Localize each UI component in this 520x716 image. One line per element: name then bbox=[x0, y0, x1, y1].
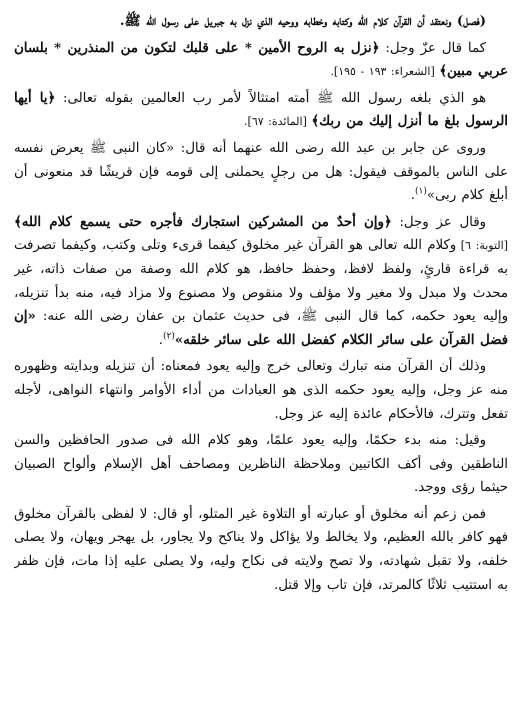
paragraph-ruling bbox=[14, 503, 508, 597]
hadith-quote: «إن فضل القرآن على سائر الكلام كفضل الله على سائر خلقه» bbox=[14, 309, 508, 348]
quran-verse: ﴿نزل به الروح الأمين * على قلبك لتكون من المنذرين * بلسان عربي مبين﴾ bbox=[14, 40, 508, 80]
quran-verse: ﴿يا أيها الرسول بلغ ما أنزل إليك من ربك﴾ bbox=[14, 90, 508, 130]
paragraph-quran-shuara bbox=[14, 37, 508, 84]
paragraph-qila bbox=[14, 429, 508, 500]
paragraph-kalam-allah bbox=[14, 211, 508, 353]
intro-text: كما قال عزّ وجل: bbox=[379, 40, 486, 56]
punctuation: . bbox=[158, 332, 163, 348]
body-text: وذلك أن القرآن منه تبارك وتعالى خرج وإليه يعود فمعناه: أن تنزيله وبدايته وظهوره منه عز وجل، وإليه يعود حكمه الذى هو العبادات من أداء الأوامر وانتهاء النواهى، لأجله تفعل وتترك، فالأحكام عائدة إليه عز وجل. bbox=[14, 359, 508, 422]
paragraph-meaning bbox=[14, 355, 508, 426]
paragraph-fasl bbox=[14, 10, 508, 34]
footnote-marker: (١) bbox=[414, 186, 427, 197]
intro-text: وقال عز وجل: bbox=[391, 214, 486, 230]
intro-text: هو الذي بلغه رسول الله ﷺ أمته امتثالاً لأمر رب العالمين بقوله تعالى: bbox=[55, 90, 486, 106]
document-page bbox=[14, 10, 508, 710]
paragraph-jabir-hadith bbox=[14, 137, 508, 208]
body-text: وقيل: منه بدء حكمًا، وإليه يعود علمًا، وهو كلام الله فى صدور الحافظين والسن الناطقين وفى أكف الكاتبين وملاحظة الناظرين ومصاحف أهل الإسلام وألواح الصبيان حيثما رؤى ووجد. bbox=[14, 433, 508, 496]
punctuation: . bbox=[410, 188, 415, 204]
body-text: فمن زعم أنه مخلوق أو عبارته أو التلاوة غير المتلو، أو قال: لا لفظى بالقرآن مخلوق فهو كافر بالله العظيم، ولا يخالط ولا يؤاكل ولا يناكح ولا يجاور، بل يهجر ويهان، ولا يصلى خلفه، ولا تقبل شهادته، ولا تصح ولايته فى نكاح وليه، ولا يصلى عليه إذا مات، فإن ظفر به استتيب ثلاثًا كالمرتد، فإن تاب وإلا قتل. bbox=[14, 506, 508, 593]
section-heading: (فصل) bbox=[451, 14, 486, 29]
verse-reference: [الشعراء: ١٩٣ - ١٩٥]. bbox=[330, 65, 440, 79]
quran-verse: ﴿وإن أحدٌ من المشركين استجارك فأجره حتى يسمع كلام الله﴾ bbox=[14, 214, 392, 230]
verse-reference: [التوبة: ٦] bbox=[456, 239, 508, 253]
creed-statement: ونعتقد أن القرآن كلام الله وكتابه وخطابه ووحيه الذي نزل به جبريل على رسول الله ﷺ. bbox=[119, 14, 452, 29]
verse-reference: [المائدة: ٦٧]. bbox=[244, 115, 312, 129]
hadith-text: وروى عن جابر بن عبد الله رضى الله عنهما أنه قال: «كان النبى ﷺ يعرض نفسه على الناس بالموقف فيقول: هل من رجلٍ يحملنى إلى قومه فإن قريشًا قد منعونى أن أبلغ كلام ربى» bbox=[14, 140, 508, 204]
paragraph-tabligh bbox=[14, 87, 508, 134]
footnote-marker: (٢) bbox=[162, 331, 175, 342]
body-text: وكلام الله تعالى هو القرآن غير مخلوق كيفما قرىء وتلى وكتب، وكيفما تصرفت به قراءة قارئٍ، ولفظ لافظ، وحفظ حافظ، هو كلام الله وصفة من صفات ذاته، غير محدث ولا مبدل ولا مغير ولا مؤلف ولا منقوص ولا مصنوع ولا مزاد فيه، منه بدأ تنزيله، وإليه يعود حكمه، كما قال النبى ﷺ، فى حديث عثمان بن عفان رضى الله عنه: bbox=[14, 238, 508, 325]
